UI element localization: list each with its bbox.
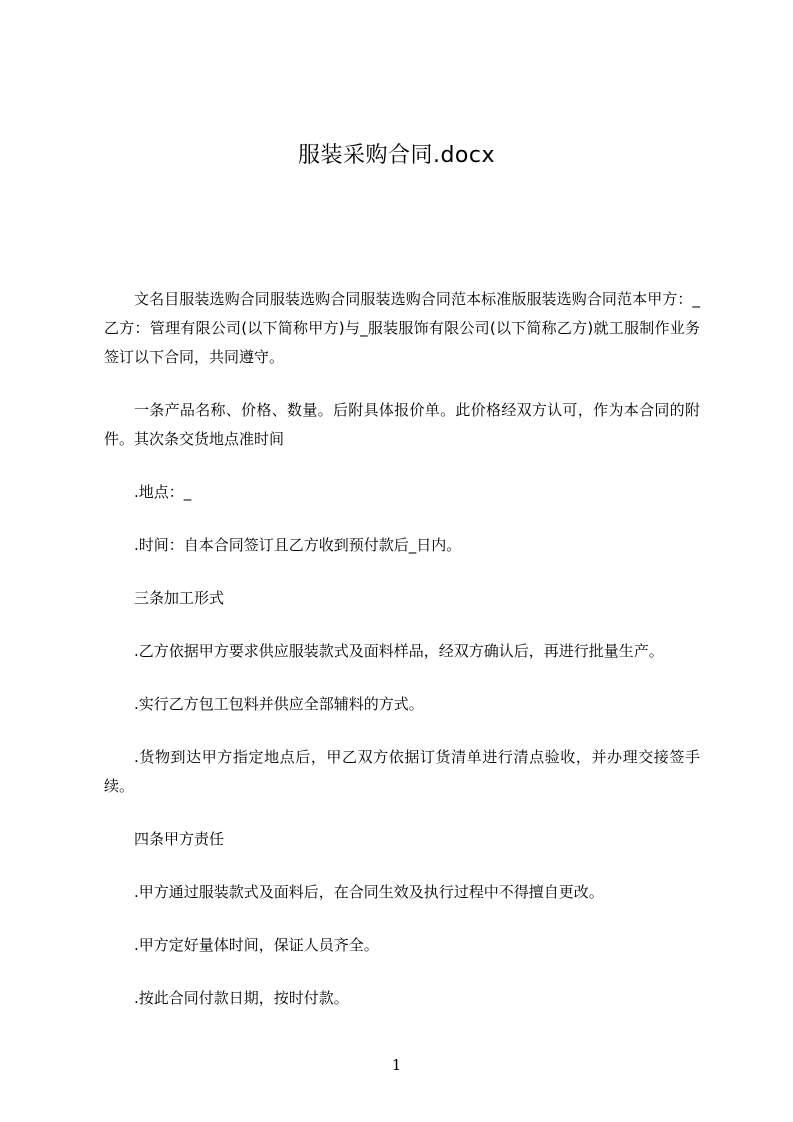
paragraph-article-3-item-2: .实行乙方包工包料并供应全部辅料的方式。 <box>134 695 424 713</box>
page-title: 服装采购合同.docx <box>297 143 496 168</box>
document-body <box>104 285 700 1013</box>
paragraph-article-3-heading: 三条加工形式 <box>134 589 225 607</box>
paragraph-article-3-item-1: .乙方依据甲方要求供应服装款式及面料样品，经双方确认后，再进行批量生产。 <box>134 642 664 660</box>
page-number: 1 <box>391 1056 402 1074</box>
paragraph-article-3-item-3: .货物到达甲方指定地点后，甲乙双方依据订货清单进行清点验收，并办理交接签手续。 <box>104 748 700 795</box>
paragraph-article-4-item-2: .甲方定好量体时间，保证人员齐全。 <box>134 936 379 954</box>
paragraph-time: .时间：自本合同签订且乙方收到预付款后_日内。 <box>134 536 462 554</box>
paragraph-article-4-heading: 四条甲方责任 <box>134 830 225 848</box>
paragraph-preamble: 文名目服装选购合同服装选购合同服装选购合同范本标准版服装选购合同范本甲方：_乙方：管理有限公司(以下简称甲方)与_服装服饰有限公司(以下简称乙方)就工服制作业务签订以下合同，共同遵守。 <box>104 290 700 366</box>
paragraph-article-4-item-1: .甲方通过服装款式及面料后，在合同生效及执行过程中不得擅自更改。 <box>134 883 604 901</box>
paragraph-article-1: 一条产品名称、价格、数量。后附具体报价单。此价格经双方认可，作为本合同的附件。其次条交货地点准时间 <box>104 401 700 448</box>
paragraph-article-4-item-3: .按此合同付款日期，按时付款。 <box>134 989 349 1007</box>
paragraph-location: .地点：_ <box>134 483 192 501</box>
